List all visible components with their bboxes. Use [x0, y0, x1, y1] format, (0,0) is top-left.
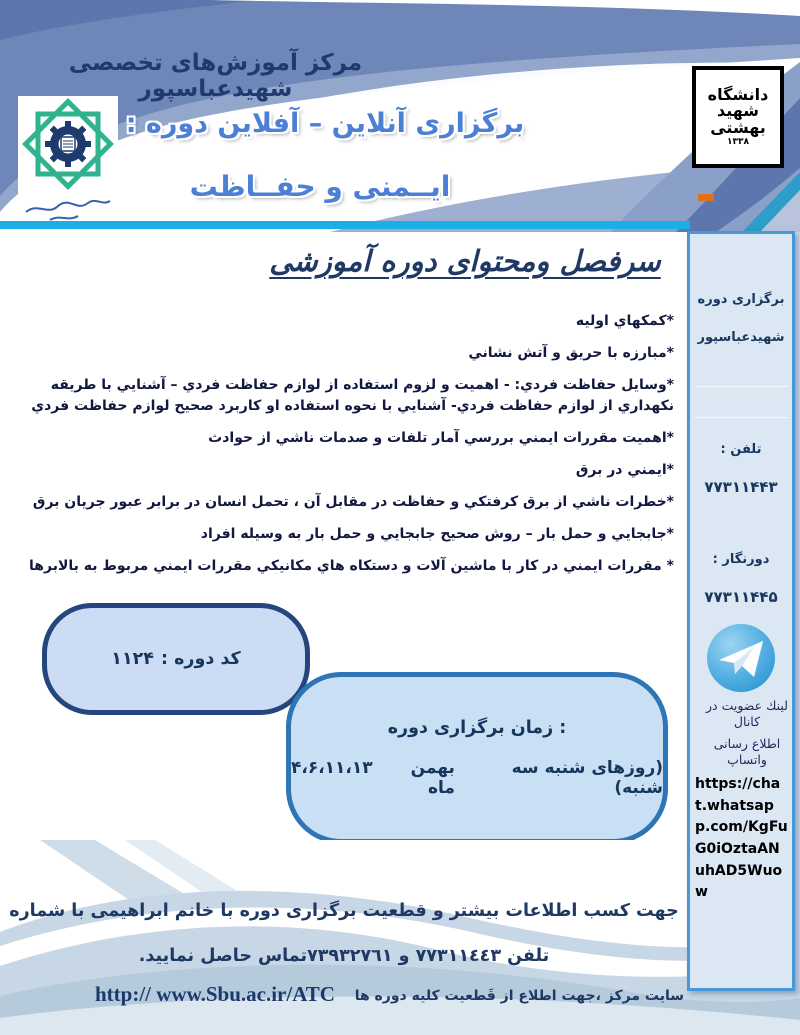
university-logo	[692, 66, 784, 168]
fax-number: ۷۷۳۱۱۴۴۵	[704, 588, 778, 606]
schedule-month: بهمن ماه	[410, 758, 455, 798]
topic-item: *کمکهاي اوليه	[575, 313, 674, 329]
topic-item: *جابجايي و حمل بار – روش صحيح جابجايي و حمل بار به وسيله افراد	[200, 526, 674, 542]
topic-item: *خطرات ناشي از برق كرفتكي و حفاظت در مقابل آن ، تحمل انسان در برابر عبور جريان برق	[32, 494, 674, 510]
orange-accent-dash	[698, 194, 714, 201]
sidebar-org-line1: برگزاری دوره	[697, 292, 785, 307]
topic-item: *مبارزه با حريق و آتش نشاني	[468, 345, 674, 361]
right-edge-strip	[795, 232, 800, 990]
phone-number: ۷۷۳۱۱۴۴۳	[704, 478, 778, 496]
fax-label: دورنگار :	[712, 552, 770, 567]
university-logo-line: دانشگاه	[707, 84, 769, 104]
course-code-badge	[42, 603, 310, 715]
topic-item: *اهميت مقررات ايمني بررسي آمار تلفات و صدمات ناشي از حوادث	[208, 430, 674, 446]
topic-item: * مقررات ايمني در كار با ماشين آلات و دستكاه هاي مكانيكي مقررات ايمني مربوط به بالابرها	[29, 558, 674, 574]
delivery-mode-line: برگزاری آنلاین – آفلاین دوره :	[125, 108, 525, 139]
course-name-title: ایــمنی و حفــاظت	[189, 170, 451, 203]
schedule-dates-line	[291, 758, 663, 798]
channel-note-line2: اطلاع رسانی واتساپ	[713, 736, 781, 768]
contact-info-line2: تلفن ٧٧٣١١٤٤٣ و ٧٣٩٣٢٧٦١تماس حاصل نمایید.	[138, 946, 550, 966]
sidebar-separator	[694, 386, 788, 387]
schedule-badge	[286, 672, 668, 844]
signature-scribble	[26, 201, 110, 220]
university-logo-line: شهید	[716, 101, 760, 121]
topic-item: *ايمني در برق	[575, 462, 674, 478]
topic-item: *وسايل حفاظت فردي: - اهميت و لزوم استفاده از لوازم حفاظت فردي – آشنايي با طريقه نكهداري از لوازم حفاظت فردي- آشنايي با نحوه استفاده او كاربرد صحيح لوازم حفاظت فردي	[31, 377, 674, 414]
contact-info-line1: جهت کسب اطلاعات بیشتر و قطعیت برگزاری دوره با خانم ابراهیمی با شماره	[9, 901, 679, 921]
sidebar-separator	[694, 417, 788, 418]
schedule-days: (روزهای شنبه سه شنبه)	[511, 758, 663, 798]
cyan-divider-bar-top	[0, 221, 690, 229]
university-logo-year: ۱۳۳۸	[727, 136, 749, 147]
telegram-icon[interactable]	[705, 622, 777, 694]
section-title: سرفصل ومحتوای دوره آموزشی	[269, 244, 661, 278]
topic-list	[14, 311, 674, 588]
course-code-label: کد دوره :	[161, 649, 241, 669]
website-note: سایت مرکز ،جهت اطلاع از قَطعیت کلیه دوره ها	[354, 988, 684, 1004]
schedule-dates: ۴،۶،۱۱،۱۳	[291, 758, 373, 778]
info-sidebar	[687, 231, 795, 991]
center-title: مرکز آموزش‌های تخصصی شهیدعباسپور	[68, 50, 363, 102]
university-logo-line: بهشتی	[710, 117, 766, 137]
website-link[interactable]: http:// www.Sbu.ac.ir/ATC	[95, 982, 335, 1006]
whatsapp-link[interactable]: https://chat.whatsapp.com/KgFuG0iOztaANuhAD5Wuow	[695, 776, 788, 901]
course-code-value: ۱۱۲۴	[111, 649, 154, 669]
schedule-title: زمان برگزاری دوره :	[387, 718, 567, 738]
sidebar-org-line2: شهیدعباسپور	[697, 330, 785, 345]
phone-label: تلفن :	[720, 442, 762, 457]
channel-note-line1: لینك عضویت در كانال	[706, 698, 788, 730]
